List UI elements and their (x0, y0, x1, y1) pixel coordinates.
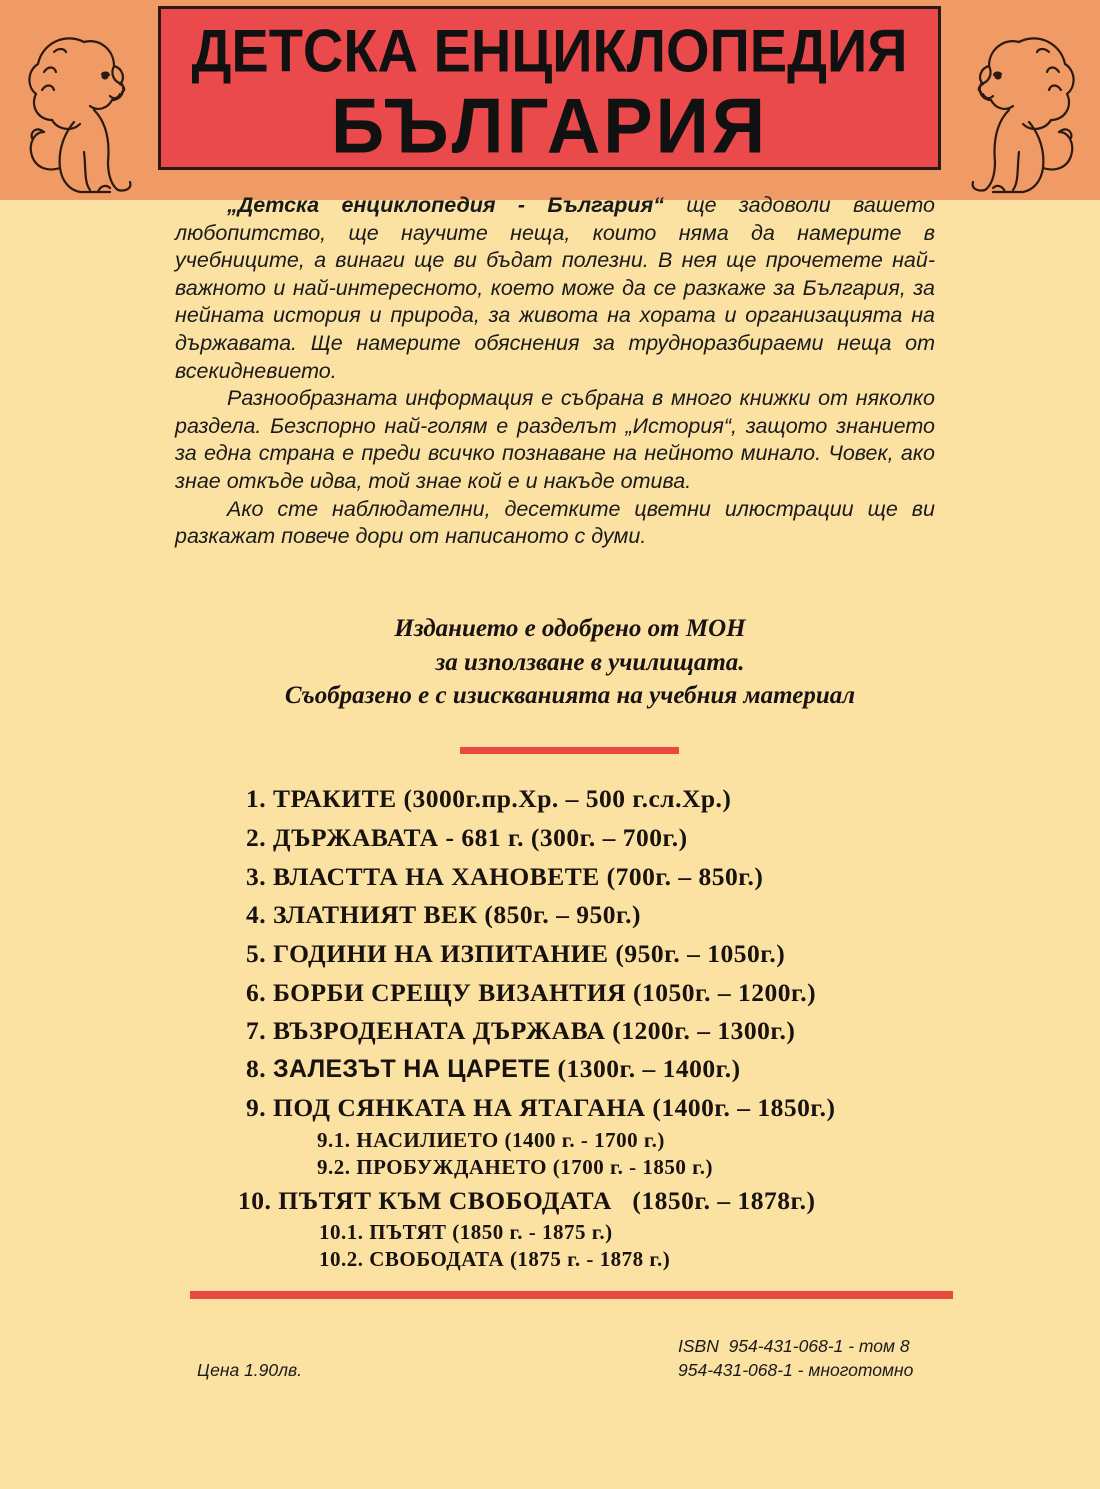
toc-item-title: ПОД СЯНКАТА НА ЯТАГАНА (273, 1093, 646, 1122)
toc-item-title: ВЪЗРОДЕНАТА ДЪРЖАВА (273, 1016, 606, 1045)
title-line-1: ДЕТСКА ЕНЦИКЛОПЕДИЯ (191, 16, 908, 85)
intro-paragraph-1-text: ще задоволи вашето любопитство, ще научите неща, които няма да намерите в учебниците, а винаги ще ви бъдат полезни. В нея ще прочетете най-важното и най-интересното, което може да се разкаже за България, за нейната история и природа, за живота на хората и организацията на държавата. Ще намерите обяснения за трудноразбираеми неща от всекидневието. (175, 193, 935, 383)
toc-item-number: 6. (246, 978, 267, 1007)
toc-subitem-number: 10.1. (319, 1220, 364, 1244)
toc-subitem-number: 10.2. (319, 1247, 364, 1271)
intro-text (175, 192, 935, 551)
toc-item-range: (1050г. – 1200г.) (632, 978, 817, 1007)
price-label: Цена 1.90лв. (197, 1360, 302, 1380)
toc-subitem-range: (1700 г. - 1850 г.) (552, 1155, 714, 1179)
toc-item-range: (950г. – 1050г.) (615, 939, 786, 968)
toc-item-number: 5. (246, 939, 267, 968)
divider-bottom (190, 1291, 953, 1299)
toc-subitem (317, 1128, 665, 1153)
toc-item-number: 3. (246, 862, 267, 891)
toc-item-range: (1300г. – 1400г.) (557, 1054, 741, 1083)
intro-paragraph-3: Ако сте наблюдателни, десетките цветни илюстрации ще ви разкажат повече дори от написаното с думи. (175, 496, 935, 549)
toc-item-range: (300г. – 700г.) (530, 823, 688, 852)
toc-subitem (317, 1155, 713, 1180)
isbn-line-1: ISBN 954-431-068-1 - том 8 (678, 1336, 910, 1356)
toc-subitem-range: (1850 г. - 1875 г.) (452, 1220, 613, 1244)
toc-item-title: ТРАКИТЕ (273, 784, 397, 813)
toc-item (246, 862, 763, 892)
toc-item-number: 10. (238, 1186, 272, 1215)
toc-item (246, 1054, 741, 1084)
toc-item (246, 978, 816, 1008)
toc-item-range: (3000г.пр.Хр. – 500 г.сл.Хр.) (403, 784, 732, 813)
toc-item-title: БОРБИ СРЕЩУ ВИЗАНТИЯ (273, 978, 627, 1007)
toc-subitem-range: (1400 г. - 1700 г.) (504, 1128, 665, 1152)
toc-item-title: ГОДИНИ НА ИЗПИТАНИЕ (273, 939, 609, 968)
toc-item (238, 1186, 816, 1216)
toc-subitem (319, 1220, 613, 1245)
toc-item-title: ЗАЛЕЗЪТ НА ЦАРЕТЕ (273, 1055, 551, 1083)
toc-subitem-number: 9.1. (317, 1128, 351, 1152)
toc-item-number: 2. (246, 823, 267, 852)
toc-subitem-title: ПЪТЯТ (369, 1220, 447, 1244)
toc-item-range: (1850г. – 1878г.) (632, 1186, 816, 1215)
toc-subitem-title: СВОБОДАТА (369, 1247, 505, 1271)
toc-item-range: (1400г. – 1850г.) (652, 1093, 836, 1122)
title-line-2: БЪЛГАРИЯ (330, 81, 769, 170)
intro-lead: „Детска енциклопедия - България“ (227, 193, 664, 217)
intro-paragraph-1 (175, 192, 935, 385)
toc-item-title: ЗЛАТНИЯТ ВЕК (273, 900, 478, 929)
toc-subitem-number: 9.2. (317, 1155, 351, 1179)
toc-subitem-range: (1875 г. - 1878 г.) (509, 1247, 671, 1271)
toc-item (246, 784, 731, 814)
toc-item-range: (850г. – 950г.) (484, 900, 642, 929)
approval-note (150, 612, 990, 713)
toc-item-number: 1. (246, 784, 267, 813)
toc-item-number: 7. (246, 1016, 267, 1045)
toc-item-range: (1200г. – 1300г.) (612, 1016, 796, 1045)
lion-illustration-right (954, 22, 1089, 197)
toc-item-title: ВЛАСТТА НА ХАНОВЕТЕ (273, 862, 600, 891)
toc-item (246, 1016, 795, 1046)
toc-item-number: 8. (246, 1054, 267, 1083)
toc-item (246, 1093, 836, 1123)
toc-item-number: 9. (246, 1093, 267, 1122)
toc-item-title: ДЪРЖАВАТА - 681 г. (273, 823, 525, 852)
toc-item (246, 900, 641, 930)
approval-line-1: Изданието е одобрено от МОН (394, 615, 746, 642)
toc-item-title: ПЪТЯТ КЪМ СВОБОДАТА (278, 1186, 612, 1215)
title-box (158, 6, 941, 170)
toc-subitem-title: ПРОБУЖДАНЕТО (356, 1155, 547, 1179)
toc-subitem-title: НАСИЛИЕТО (356, 1128, 499, 1152)
toc-item-range: (700г. – 850г.) (606, 862, 764, 891)
lion-illustration-left (14, 22, 149, 197)
toc-item (246, 939, 785, 969)
isbn-block (678, 1334, 913, 1382)
isbn-line-2: 954-431-068-1 - многотомно (678, 1360, 914, 1380)
toc-item-number: 4. (246, 900, 267, 929)
intro-paragraph-2: Разнообразната информация е събрана в много книжки от няколко раздела. Безспорно най-голям е разделът „История“, защото знанието за една страна е преди всичко познаване на нейното минало. Човек, ако знае откъде идва, той знае кой е и накъде отива. (175, 386, 935, 493)
toc-subitem (319, 1247, 670, 1272)
approval-line-2: за използване в училищата. (435, 648, 745, 676)
toc-item (246, 823, 688, 853)
approval-line-3: Съобразено е с изискванията на учебния материал (284, 682, 856, 709)
divider-top (460, 747, 679, 754)
